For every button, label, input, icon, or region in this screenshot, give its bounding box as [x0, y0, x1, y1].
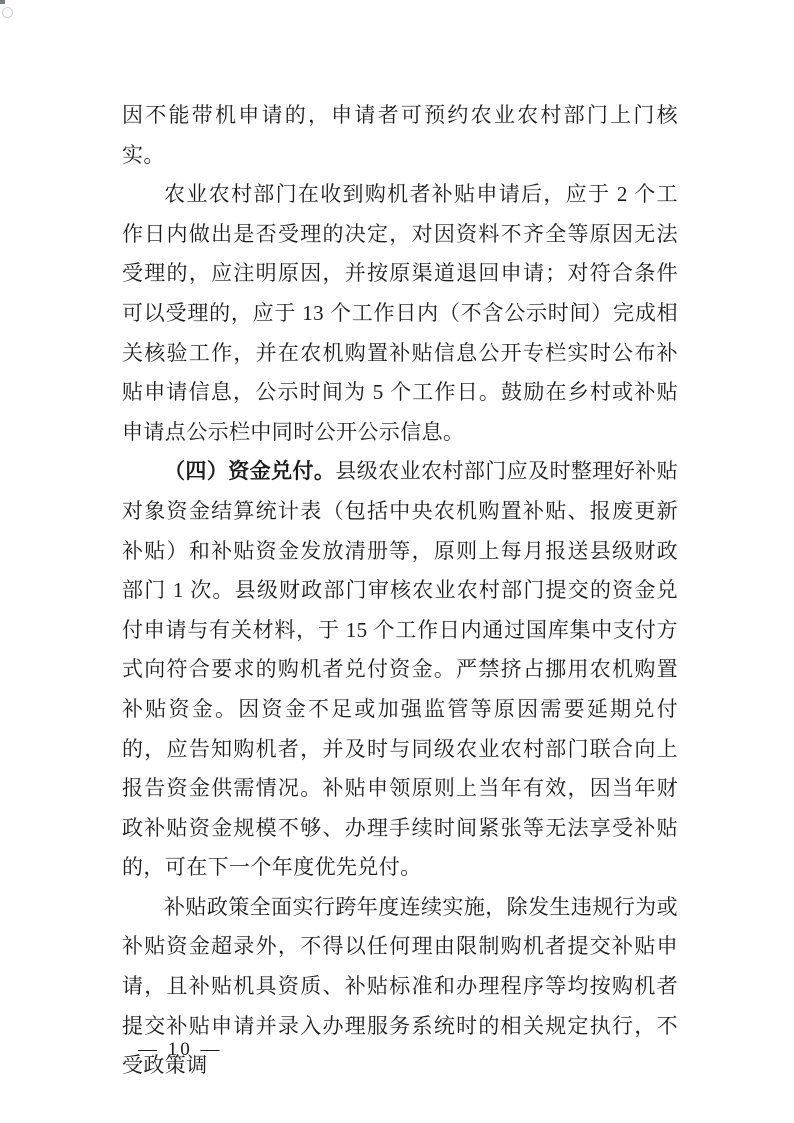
section-heading-lead: （四）资金兑付。	[164, 459, 336, 484]
paragraph	[122, 452, 678, 888]
paragraph	[122, 96, 678, 175]
scan-artifact	[0, 0, 5, 4]
paragraph	[122, 175, 678, 452]
paragraph-text: 因不能带机申请的，申请者可预约农业农村部门上门核实。	[122, 103, 678, 167]
paragraph-text: 农业农村部门在收到购机者补贴申请后，应于 2 个工作日内做出是否受理的决定，对因资料不齐全等原因无法受理的，应注明原因，并按原渠道退回申请；对符合条件可以受理的，应于 13 个工作日内（不含公示时间）完成相关核验工作，并在农机购置补贴信息公开专栏实时公布补贴申请信息，公示时间为 5 个工作日。鼓励在乡村或补贴申请点公示栏中同时公开公示信息。	[122, 182, 678, 444]
document-body	[122, 96, 678, 1086]
paragraph-text: 补贴政策全面实行跨年度连续实施，除发生违规行为或补贴资金超录外，不得以任何理由限制购机者提交补贴申请，且补贴机具资质、补贴标准和办理程序等均按购机者提交补贴申请并录入办理服务系统时的相关规定执行，不受政策调	[122, 894, 678, 1078]
page-number: — 10 —	[138, 1039, 223, 1060]
paragraph-text: 县级农业农村部门应及时整理好补贴对象资金结算统计表（包括中央农机购置补贴、报废更新补贴）和补贴资金发放清册等，原则上每月报送县级财政部门 1 次。县级财政部门审核农业农村部门提交的资金兑付申请与有关材料，于 15 个工作日内通过国库集中支付方式向符合要求的购机者兑付资金。严禁挤占挪用农机购置补贴资金。因资金不足或加强监管等原因需要延期兑付的，应告知购机者，并及时与同级农业农村部门联合向上报告资金供需情况。补贴申领原则上当年有效，因当年财政补贴资金规模不够、办理手续时间紧张等无法享受补贴的，可在下一个年度优先兑付。	[122, 459, 678, 880]
scan-artifact	[2, 7, 13, 18]
